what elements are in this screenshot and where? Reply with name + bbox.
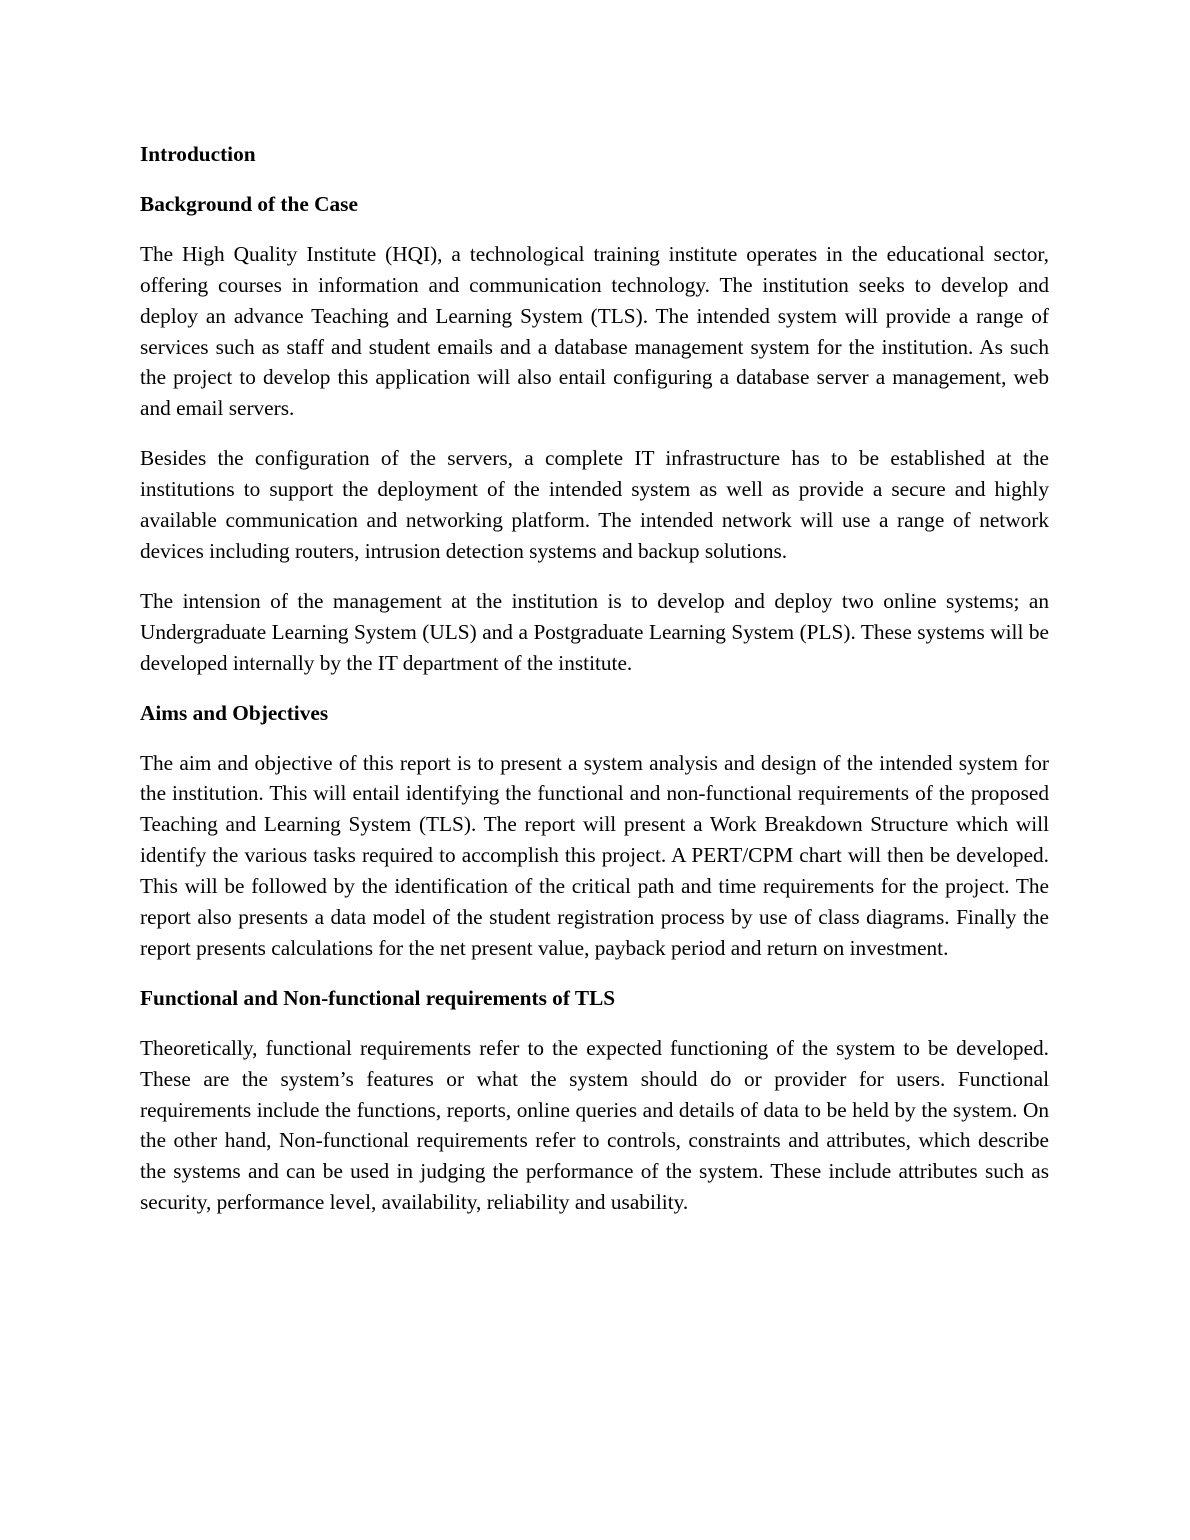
paragraph-background-1: The High Quality Institute (HQI), a technological training institute operates in the educational sector, offering courses in information and communication technology. The institution seeks to develop and deploy an advance Teaching and Learning System (TLS). The intended system will provide a range of services such as staff and student emails and a database management system for the institution. As such the project to develop this application will also entail configuring a database server a management, web and email servers. <box>140 241 1049 421</box>
paragraph-background-2: Besides the configuration of the servers, a complete IT infrastructure has to be established at the institutions to support the deployment of the intended system as well as provide a secure and highly available communication and networking platform. The intended network will use a range of network devices including routers, intrusion detection systems and backup solutions. <box>140 446 1049 563</box>
paragraph-aims: The aim and objective of this report is to present a system analysis and design of the intended system for the institution. This will entail identifying the functional and non-functional requirements of the proposed Teaching and Learning System (TLS). The report will present a Work Breakdown Structure which will identify the various tasks required to accomplish this project. A PERT/CPM chart will then be developed. This will be followed by the identification of the critical path and time requirements for the project. The report also presents a data model of the student registration process by use of class diagrams. Finally the report presents calculations for the net present value, payback period and return on investment. <box>140 750 1049 960</box>
heading-background-of-the-case: Background of the Case <box>140 191 358 216</box>
heading-functional-requirements: Functional and Non-functional requirements of TLS <box>140 985 616 1010</box>
paragraph-functional-requirements: Theoretically, functional requirements refer to the expected functioning of the system to be developed. These are the system’s features or what the system should do or provider for users. Functional requirements include the functions, reports, online queries and details of data to be held by the system. On the other hand, Non-functional requirements refer to controls, constraints and attributes, which describe the systems and can be used in judging the performance of the system. These include attributes such as security, performance level, availability, reliability and usability. <box>140 1035 1049 1215</box>
heading-aims-and-objectives: Aims and Objectives <box>140 700 329 725</box>
heading-introduction: Introduction <box>140 142 256 166</box>
paragraph-background-3: The intension of the management at the institution is to develop and deploy two online systems; an Undergraduate Learning System (ULS) and a Postgraduate Learning System (PLS). These systems will be developed internally by the IT department of the institute. <box>140 588 1049 675</box>
document-body <box>140 139 1049 1237</box>
